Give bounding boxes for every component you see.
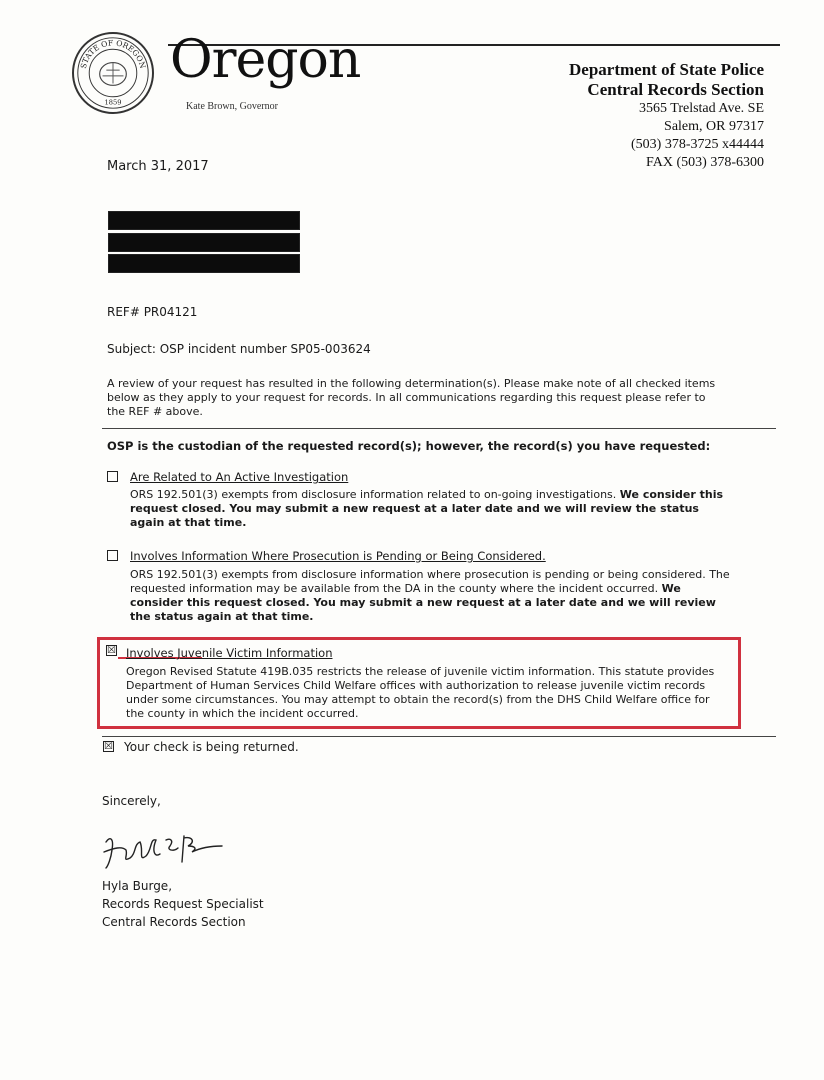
section-divider	[102, 736, 776, 737]
section-name: Central Records Section	[587, 80, 764, 99]
check-returned-text: Your check is being returned.	[124, 740, 299, 754]
custodian-statement: OSP is the custodian of the requested record(s); however, the record(s) you have requested:	[107, 439, 711, 453]
address-line-2: Salem, OR 97317	[664, 119, 764, 134]
item-title-active-investigation: Are Related to An Active Investigation	[130, 470, 349, 484]
department-name: Department of State Police	[569, 60, 764, 79]
phone-number: (503) 378-3725 x44444	[631, 137, 764, 152]
item-body-plain: ORS 192.501(3) exempts from disclosure information related to on-going investigations.	[130, 488, 617, 501]
reference-number: REF# PR04121	[107, 305, 198, 319]
item-body-active-investigation	[130, 488, 730, 530]
redacted-bar	[108, 233, 300, 252]
signer-title: Records Request Specialist	[102, 897, 264, 911]
address-line-1: 3565 Trelstad Ave. SE	[639, 101, 764, 116]
letter-date: March 31, 2017	[107, 159, 209, 174]
item-body-juvenile-victim: Oregon Revised Statute 419B.035 restricts the release of juvenile victim information. This statute provides Department of Human Services Child Welfare offices with authorization to release juvenile victim records under some circumstances. You may attempt to obtain the record(s) from the DHS Child Welfare office for the county in which the incident occurred.	[126, 665, 715, 720]
signer-block	[102, 877, 264, 931]
signer-name: Hyla Burge,	[102, 879, 173, 893]
checkbox-check-returned[interactable]: ☒	[104, 741, 113, 752]
seal-text: STATE OF OREGON	[78, 38, 148, 70]
item-body-prosecution-pending	[130, 568, 730, 624]
redacted-bar	[108, 254, 300, 273]
closing-salutation: Sincerely,	[102, 794, 161, 808]
section-divider	[102, 428, 776, 429]
department-address-block	[569, 60, 764, 172]
oregon-logo-word: Oregon	[170, 30, 361, 90]
item-title-juvenile-victim: Involves Juvenile Victim Information	[126, 646, 333, 660]
checkbox-active-investigation[interactable]	[107, 471, 118, 482]
intro-paragraph: A review of your request has resulted in the following determination(s). Please make note of all checked items below as they apply to your request for records. In all communications regarding this request please refer to the REF # above.	[107, 377, 716, 418]
item-title-prosecution-pending: Involves Information Where Prosecution is Pending or Being Considered.	[130, 549, 546, 563]
subject-line: Subject: OSP incident number SP05-003624	[107, 342, 371, 356]
item-body-plain: ORS 192.501(3) exempts from disclosure information where prosecution is pending or being considered. The requested information may be available from the DA in the county where the incident occurred.	[130, 568, 730, 595]
fax-number: FAX (503) 378-6300	[646, 155, 764, 170]
signer-section: Central Records Section	[102, 915, 246, 929]
oregon-state-seal	[72, 32, 154, 114]
handwritten-signature	[100, 828, 230, 872]
item-body-bold: We consider this request closed. You may submit a new request at a later date and we will review the status again at that time.	[130, 488, 724, 529]
governor-name: Kate Brown, Governor	[186, 101, 278, 112]
checkbox-prosecution-pending[interactable]	[107, 550, 118, 561]
seal-graphic	[74, 34, 152, 112]
item-body-bold: We consider this request closed. You may submit a new request at a later date and we will review the status again at that time.	[130, 582, 716, 623]
redacted-bar	[108, 211, 300, 230]
checkbox-juvenile-victim[interactable]: ☒	[107, 645, 116, 656]
seal-year: 1859	[104, 98, 122, 107]
